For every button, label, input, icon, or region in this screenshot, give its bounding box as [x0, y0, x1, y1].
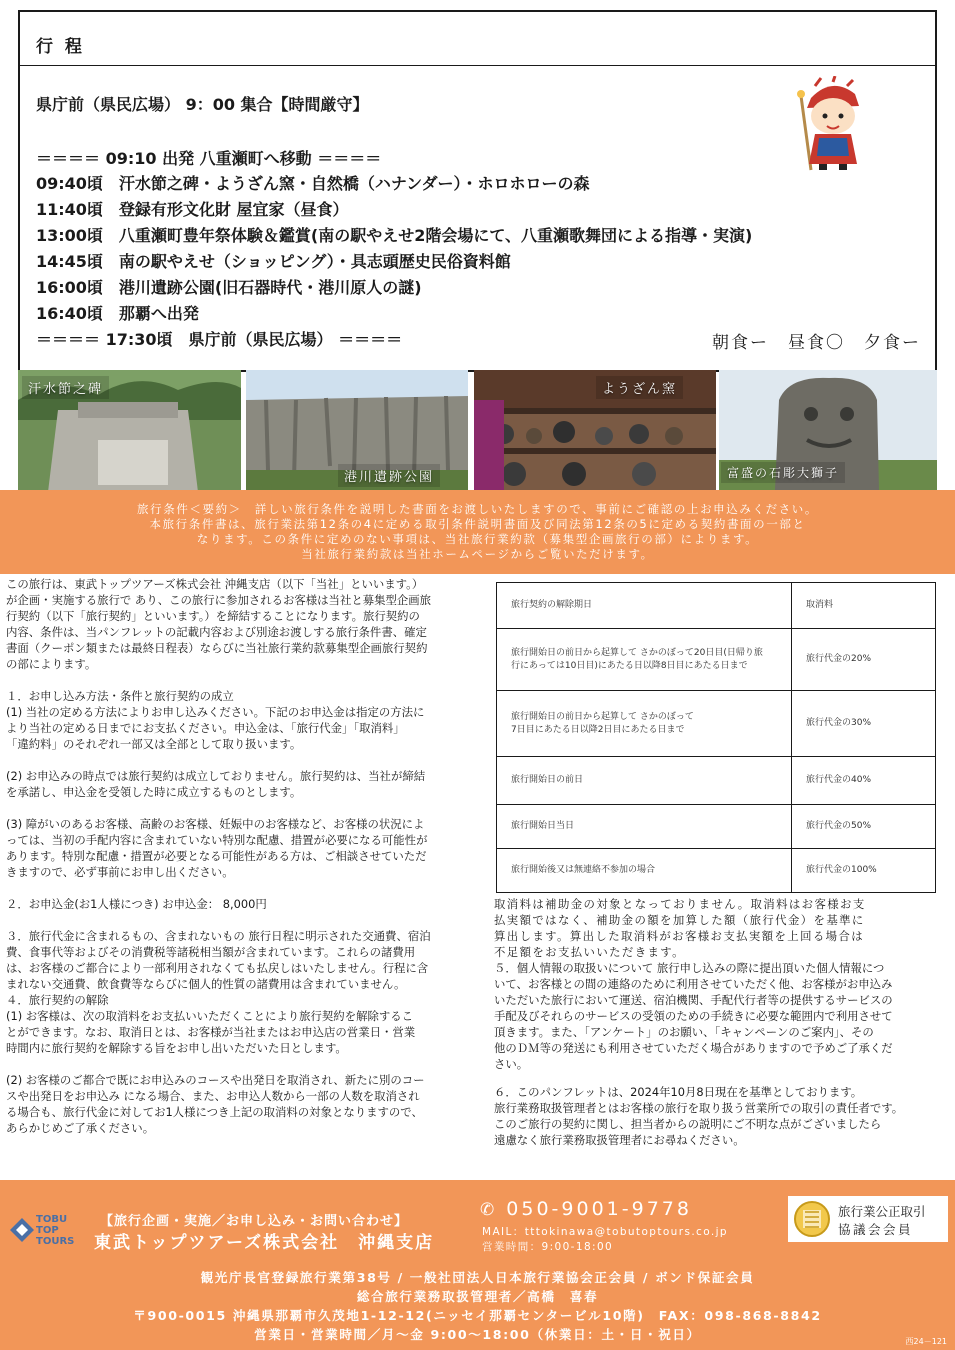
- phone-icon: ✆: [480, 1200, 498, 1220]
- table-cell-fee: 旅行代金の30%: [792, 691, 936, 757]
- table-row: [497, 849, 936, 893]
- terms-text-line: ４．旅行契約の解除: [6, 993, 109, 1007]
- table-row: [497, 691, 936, 757]
- itinerary-title: 行 程: [36, 37, 85, 57]
- terms-text-line: の部によります。: [6, 657, 97, 671]
- conditions-line: 当社旅行業約款は当社ホームページからご覧いただけます。: [301, 547, 654, 561]
- privacy-text-line: さい。: [494, 1057, 529, 1071]
- table-cell-period: 旅行開始後又は無連絡不参加の場合: [497, 849, 792, 893]
- itinerary-box: [18, 66, 937, 372]
- phone-text: 050-9001-9778: [506, 1198, 692, 1220]
- document-code: 西24－121: [905, 1337, 947, 1346]
- terms-text-line: より当社の定める日までにお支払ください。申込金は、「旅行代金」「取消料」: [6, 721, 405, 735]
- terms-text-line: きますので、必ず事前にお申し出ください。: [6, 865, 234, 879]
- photo-shisa: [719, 370, 937, 492]
- subsidy-text-line: 払実額ではなく、補助金の額を加算した額（旅行代金）を基準に: [494, 913, 865, 927]
- association-seal-icon: [792, 1199, 832, 1239]
- terms-text-line: 時間内に旅行契約を解除する旨をお申し出いただいた日とします。: [6, 1041, 347, 1055]
- terms-text-line: ３．旅行代金に含まれるもの、含まれないもの 旅行日程に明示された交通費、宿泊: [6, 929, 431, 943]
- period-text: 7日目にあたる日以降2日目にあたる日まで: [511, 724, 685, 735]
- terms-text-line: (1) 当社の定める方法によりお申し込みください。下記のお申込金は指定の方法に: [6, 705, 425, 719]
- photo-caption: 富盛の石彫大獅子: [721, 462, 845, 483]
- conditions-line: 旅行条件＜要約＞ 詳しい旅行条件を説明した書面をお渡しいたしますので、事前にご確認の上お申込みください。: [137, 502, 818, 516]
- terms-text-line: が企画・実施する旅行で あり、この旅行に参加されるお客様は当社と募集型企画旅: [6, 593, 432, 607]
- terms-text-line: は、お客様のご都合により一部利用されなくても払戻しはいたしません。行程に含: [6, 961, 429, 975]
- schedule-line: 14:45頃 南の駅やえせ（ショッピング）・具志頭歴史民俗資料館: [36, 252, 511, 271]
- schedule-line: 13:00頃 八重瀬町豊年祭体験＆鑑賞(南の駅やえせ2階会場にて、八重瀬歌舞団による指導・実演): [36, 226, 753, 245]
- terms-text-line: っては、当初の手配内容に含まれていない特別な配慮、措置が必要になる可能性が: [6, 833, 428, 847]
- table-cell-fee: 旅行代金の50%: [792, 805, 936, 849]
- spacer: [6, 912, 488, 928]
- period-text: 旅行開始日の前日から起算して さかのぼって20日目(日帰り旅: [511, 647, 763, 658]
- cancellation-table: [496, 582, 936, 893]
- privacy-text-line: いただいた旅行において運送、宿泊機関、手配代行者等の提供するサービスの: [494, 993, 893, 1007]
- association-badge: [788, 1196, 948, 1242]
- conditions-summary: [0, 490, 955, 574]
- schedule-line: 09:40頃 汗水節之碑・ようざん窯・自然橋（ハナンダー）・ホロホローの森: [36, 174, 590, 193]
- photo-caption: 港川遺跡公園: [338, 464, 440, 487]
- email-address[interactable]: MAIL：tttokinawa@tobutoptours.co.jp: [482, 1226, 728, 1238]
- terms-left-column: [6, 576, 488, 1136]
- registration-info: 観光庁長官登録旅行業第38号 / 一般社団法人日本旅行業協会正会員 / ボンド保証会員: [200, 1270, 755, 1285]
- privacy-section: [494, 960, 944, 1072]
- schedule-line: 16:40頃 那覇へ出発: [36, 304, 199, 323]
- pamphlet-basis-section: [494, 1084, 944, 1148]
- footer: [0, 1180, 955, 1350]
- terms-text-line: を承諾し、申込金を受領した時に成立するものとします。: [6, 785, 302, 799]
- terms-text-line: この旅行は、東武トップツアーズ株式会社 沖縄支店（以下「当社」といいます。）: [6, 577, 424, 591]
- terms-right-column: [494, 896, 944, 1148]
- table-header-period: 旅行契約の解除期日: [497, 583, 792, 629]
- itinerary-header: [18, 10, 937, 66]
- company-logo: [8, 1206, 92, 1254]
- table-row: [497, 805, 936, 849]
- subsidy-text-line: 不足額をお支払いいただきます。: [494, 945, 685, 959]
- basis-text-line: 遠慮なく旅行業務取扱管理者にお尋ねください。: [494, 1133, 745, 1147]
- table-row: [497, 583, 936, 629]
- terms-text-line: 行契約（以下「旅行契約」といいます。）を締結することになります。旅行契約の: [6, 609, 420, 623]
- terms-text-line: (3) 障がいのあるお客様、高齢のお客様、妊娠中のお客様など、お客様の状況によ: [6, 817, 425, 831]
- tobu-logo-icon: [8, 1214, 38, 1248]
- spacer: [6, 1056, 488, 1072]
- terms-text-line: 書面（クーポン類または最終日程表）ならびに当社旅行業約款募集型企画旅行契約: [6, 641, 428, 655]
- subsidy-note: [494, 896, 944, 960]
- photo-youzan: [474, 370, 716, 492]
- photo-minatogawa: [246, 370, 468, 492]
- photo-monument: [18, 370, 241, 492]
- spacer: [6, 672, 488, 688]
- business-hours: 営業時間：9:00-18:00: [482, 1241, 614, 1253]
- terms-text-line: 内容、条件は、当パンフレットの記載内容および別途お渡しする旅行条件書、確定: [6, 625, 427, 639]
- terms-text-line: (2) お客様のご都合で既にお申込みのコースや出発日を取消され、新たに別のコー: [6, 1073, 425, 1087]
- basis-text-line: ６．このパンフレットは、2024年10月8日現在を基準としております。: [494, 1085, 863, 1099]
- privacy-text-line: ５．個人情報の取扱いについて 旅行申し込みの際に提出頂いた個人情報につ: [494, 961, 885, 975]
- table-row: [497, 757, 936, 805]
- logo-text: TOBU TOP TOURS: [36, 1214, 75, 1247]
- operating-hours: 営業日・営業時間／月～金 9:00～18:00（休業日：土・日・祝日）: [254, 1327, 701, 1342]
- schedule-line: 11:40頃 登録有形文化財 屋宜家（昼食）: [36, 200, 349, 219]
- basis-text-line: このご旅行の契約に関し、担当者からの説明にご不明な点がございましたら: [494, 1117, 882, 1131]
- table-cell-period: 旅行開始日当日: [497, 805, 792, 849]
- terms-text-line: る場合も、旅行代金に対してお1人様につき上記の取消料の対象となりますので、: [6, 1105, 423, 1119]
- photo-caption: ようざん窯: [596, 376, 683, 399]
- photo-caption: 汗水節之碑: [22, 376, 109, 399]
- conditions-line: なります。この条件に定めのない事項は、当社旅行業約款（募集型企画旅行の部）によります。: [196, 532, 759, 546]
- privacy-text-line: いて、お客様との間の連絡のために利用させていただく他、お客様がお申込み: [494, 977, 893, 991]
- privacy-text-line: 頂きます。また、「アンケート」のお願い、「キャンペーンのご案内」、その: [494, 1025, 874, 1039]
- terms-text-line: あります。特別な配慮・措置が必要となる可能性がある方は、ご相談させていただ: [6, 849, 427, 863]
- privacy-text-line: 他のＤＭ等の発送にも利用させていただく場合がありますので予めご了承くだ: [494, 1041, 893, 1055]
- spacer: [6, 800, 488, 816]
- spacer: [494, 1072, 944, 1084]
- manager-info: 総合旅行業務取扱管理者／高橋 喜春: [356, 1289, 599, 1304]
- terms-text-line: あらかじめご了承ください。: [6, 1121, 155, 1135]
- terms-text-line: スや出発日をお申込み になる場合、また、お申込人数から一部の人数を取消され: [6, 1089, 420, 1103]
- schedule-line: 16:00頃 港川遺跡公園(旧石器時代・港川原人の謎): [36, 278, 422, 297]
- terms-text-line: ２．お申込金(お1人様につき) お申込金： 8,000円: [6, 897, 267, 911]
- phone-number[interactable]: [480, 1198, 692, 1220]
- subsidy-text-line: 取消料は補助金の対象となっておりません。取消料はお客様お支: [494, 897, 866, 911]
- table-cell-period: 旅行開始日の前日: [497, 757, 792, 805]
- schedule-line: ＝＝＝＝ 17:30頃 県庁前（県民広場） ＝＝＝＝: [36, 330, 403, 349]
- table-cell-period: [497, 691, 792, 757]
- basis-text-line: 旅行業務取扱管理者とはお客様の旅行を取り扱う営業所での取引の責任者です。: [494, 1101, 904, 1115]
- terms-text-line: (1) お客様は、次の取消料をお支払いいただくことにより旅行契約を解除するこ: [6, 1009, 414, 1023]
- period-text: 行にあっては10日目)にあたる日以降8日目にあたる日まで: [511, 660, 748, 671]
- company-name: 東武トップツアーズ株式会社 沖縄支店: [94, 1233, 435, 1253]
- contact-label: 【旅行企画・実施／お申し込み・お問い合わせ】: [100, 1214, 409, 1229]
- table-cell-fee: 旅行代金の100%: [792, 849, 936, 893]
- spacer: [6, 880, 488, 896]
- terms-text-line: 「違約料」のそれぞれ一部又は全部として取り扱います。: [6, 737, 302, 751]
- table-cell-period: [497, 629, 792, 691]
- conditions-line: 本旅行条件書は、旅行業法第12条の4に定める取引条件説明書面及び同法第12条の5に定める契約書面の一部と: [149, 517, 806, 531]
- terms-text-line: １．お申し込み方法・条件と旅行契約の成立: [6, 689, 234, 703]
- terms-text-line: とができます。なお、取消日とは、お客様が当社またはお申込店の営業日・営業: [6, 1025, 416, 1039]
- period-text: 旅行開始日の前日から起算して さかのぼって: [511, 711, 694, 722]
- subsidy-text-line: 算出します。算出した取消料がお客様お支払実額を上回る場合は: [494, 929, 865, 943]
- spacer: [6, 752, 488, 768]
- terms-text-line: 費、食事代等およびその消費税等諸税相当額が含まれています。これらの諸費用: [6, 945, 416, 959]
- privacy-text-line: 手配及びそれらのサービスの受領のための手続きに必要な範囲内で利用させて: [494, 1009, 893, 1023]
- schedule-line: ＝＝＝＝ 09:10 出発 八重瀬町へ移動 ＝＝＝＝: [36, 149, 382, 168]
- terms-text-line: まれない交通費、飲食費等ならびに個人的性質の諸費用は含まれていません。: [6, 977, 406, 991]
- association-line: 旅行業公正取引: [838, 1204, 926, 1219]
- association-line: 協議会会員: [838, 1222, 914, 1237]
- meals-info: 朝食ー 昼食〇 夕食ー: [712, 333, 921, 353]
- meeting-time: 県庁前（県民広場） 9：00 集合【時間厳守】: [36, 95, 369, 114]
- table-header-fee: 取消料: [792, 583, 936, 629]
- table-row: [497, 629, 936, 691]
- mascot-illustration: [789, 76, 875, 172]
- table-cell-fee: 旅行代金の20%: [792, 629, 936, 691]
- address-info: 〒900-0015 沖縄県那覇市久茂地1-12-12(ニッセイ那覇センタービル10階) FAX：098-868-8842: [133, 1308, 822, 1323]
- terms-text-line: (2) お申込みの時点では旅行契約は成立しておりません。旅行契約は、当社が締結: [6, 769, 426, 783]
- table-cell-fee: 旅行代金の40%: [792, 757, 936, 805]
